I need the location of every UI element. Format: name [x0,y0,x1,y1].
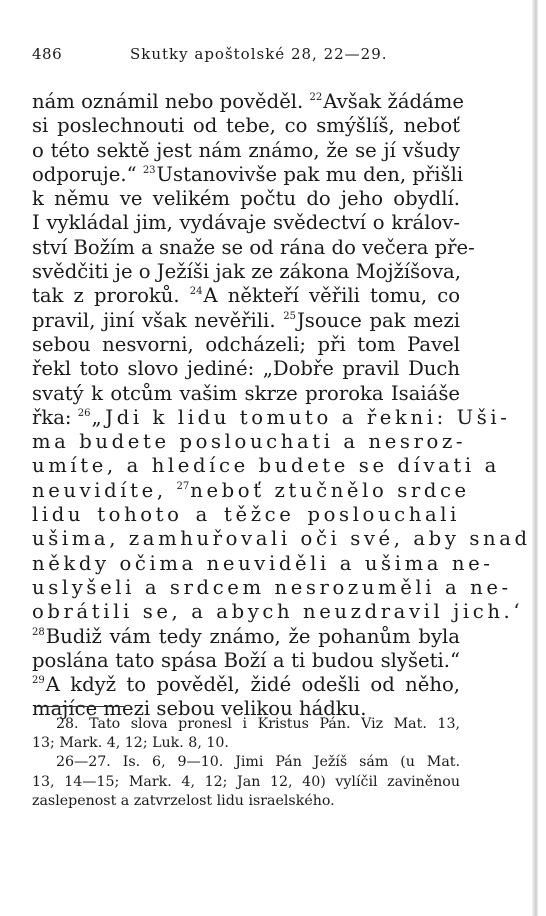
page-number: 486 [32,45,63,63]
footnote-separator [34,706,124,707]
text-segment: svatý k otcům vašim skrze proroka Isaiáše [32,381,460,405]
verse-number: 27 [176,480,190,492]
text-line [32,284,460,308]
text-segment: I vykládal jim, vydávaje svědectví o králov- [32,211,460,235]
text-segment: odporuje.“ [32,162,143,186]
text-line [32,357,460,381]
text-line [32,405,511,430]
text-segment: tak z proroků. [32,284,190,308]
text-segment: Avšak žádáme [323,90,464,113]
text-line [32,673,460,697]
text-line [32,575,512,600]
text-line [32,139,460,163]
text-segment: A někteří věřili tomu, co [203,284,460,308]
text-segment: uslyšeli a srdcem nesrozuměli a ne- [32,575,512,599]
verse-number: 24 [189,286,203,298]
text-segment: řekl toto slovo jediné: „Dobře pravil Duch [32,357,460,381]
footnote-line: 13; Mark. 4, 12; Luk. 8, 10. [32,735,229,752]
text-line [32,333,460,357]
verse-number: 29 [32,675,45,687]
text-line [32,90,464,114]
text-segment: sebou nesvorni, odcházeli; při tom Pavel [32,332,460,356]
text-line [32,114,460,138]
text-line [32,454,500,478]
text-line [32,527,531,551]
text-segment: o této sektě jest nám známo, že se jí všudy [32,138,460,162]
text-segment: svědčiti je o Ježíši jak ze zákona Mojžíšova, [32,260,461,284]
footnote-line: 26—27. Is. 6, 9—10. Jimi Pán Ježíš sám (u Mat. [56,754,460,771]
text-line [32,625,460,649]
text-segment: Budiž vám tedy známo, že pohanům byla [45,624,460,648]
page-header [32,45,472,69]
text-line [32,162,464,187]
page-edge-shadow [532,0,538,916]
text-line [32,551,494,576]
text-segment: neboť ztučnělo srdce [190,478,470,502]
footnote-line: zaslepenost a zatvrzelost lidu israelského. [32,792,335,809]
text-segment: k němu ve velikém počtu do jeho obydlí. [32,187,460,211]
text-line [32,211,460,235]
text-line [32,649,460,673]
text-line [32,187,460,211]
text-segment: někdy očima neuviděli a ušima ne- [32,551,494,575]
text-segment: umíte, a hledíce budete se dívati a [32,454,500,478]
text-segment: ství Božím a snaže se od rána do večera pře- [32,235,475,259]
text-line [32,260,460,284]
text-line [32,503,460,527]
text-line [32,600,524,624]
text-segment: nám oznámil nebo pověděl. [32,90,310,113]
text-segment: řka: [32,405,78,429]
footnote-line: 28. Tato slova pronesl i Kristus Pán. Viz Mat. 13, [56,716,460,732]
text-segment: si poslechnouti od tebe, co smýšlíš, neboť [32,114,460,138]
verse-number: 22 [309,92,323,103]
verse-number: 26 [77,407,91,419]
text-segment: majíce mezi sebou velikou hádku. [32,697,367,721]
text-segment: poslána tato spása Boží a ti budou slyšeti.“ [32,648,460,672]
text-segment: ma budete poslouchati a nesroz- [32,430,467,454]
text-line [32,430,467,454]
footnotes [32,715,460,811]
verse-number: 25 [283,310,296,322]
text-segment: obrátili se, a abych neuzdravil jich.‘ [32,600,524,624]
text-line [32,478,470,503]
verse-number: 23 [142,164,156,176]
text-segment: Ustanovivše pak mu den, přišli [156,162,464,186]
running-title: Skutky apoštolské 28, 22—29. [130,45,388,63]
text-segment: neuvidíte, [32,478,177,502]
verse-number: 28 [32,626,45,638]
text-segment: lidu tohoto a těžce poslouchali [32,503,460,527]
footnote-line: 13, 14—15; Mark. 4, 12; Jan 12, 40) vylíčil zaviněnou [32,773,460,790]
text-segment: pravil, jiní však nevěřili. [32,308,284,332]
text-line [32,382,460,406]
text-segment: „Jdi k lidu tomuto a řekni: Uši- [91,405,511,429]
text-segment: Jsouce pak mezi [296,308,460,332]
text-line [32,309,460,333]
text-line [32,235,475,260]
text-segment: A když to pověděl, židé odešli od něho, [45,673,460,697]
text-segment: ušima, zamhuřovali oči své, aby snad [32,527,531,551]
main-text [32,90,531,722]
